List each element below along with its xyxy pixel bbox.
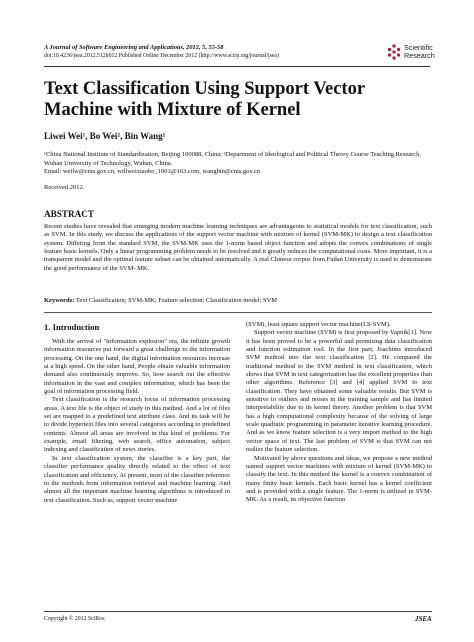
paragraph: In text classification system, the classifier is a key part, the classifier performance quality directly related to the effect of text classification and efficiency. At present, most of the classifier reference to the methods from information retrieval and machine learning. And almost all the important machine learning algorithms is introduced in text classification. Such as, support vector machine bbox=[44, 454, 230, 504]
header-divider bbox=[44, 66, 430, 67]
right-column bbox=[246, 321, 432, 505]
paragraph: With the arrival of "information explosion" era, the infinite growth information resources put forward a great challenge to the information processing. On the one hand, the digital information resources increase at a high speed. On the other hand, People obtain valuable information demand also continuously improve. So, how search out the effective information in the vast and complex information, which has been the goal of information processing field. bbox=[44, 338, 230, 396]
paper-title: Text Classification Using Support Vector Machine with Mixture of Kernel bbox=[44, 79, 365, 120]
keywords-label: Keywords: bbox=[44, 297, 75, 304]
journal-abbreviation: JSEA bbox=[415, 615, 432, 623]
copyright-notice: Copyright © 2012 SciRes. bbox=[44, 616, 106, 622]
paragraph: Text classification is the research focus of information processing areas. A text file is the object of study in this method. And a lot of files set are mapped to a predefined text attribute class. And its task will be to divide hypertext files into several categories according to predefined contents. Almost all areas are involved in this kind of problems. For example, email filtering, web search, office automation, subject indexing and classification of news stories. bbox=[44, 396, 230, 454]
left-column bbox=[44, 338, 230, 505]
paragraph: (SVM), least square support vector machine(LS-SVM). bbox=[246, 321, 391, 328]
affiliation-text: ¹China National Institute of Standardization, Beijing 100088, China; ²Department of Ideological and Political Theory Course Teaching Research, Wuhan University of Technology, Wuhan, China. bbox=[44, 151, 422, 167]
received-date: Received 2012. bbox=[44, 184, 85, 191]
keywords-line bbox=[44, 297, 432, 304]
publisher-logo bbox=[386, 43, 446, 65]
section-heading-introduction: 1. Introduction bbox=[44, 322, 100, 332]
abstract-divider bbox=[44, 312, 432, 313]
keywords-text: Text Classification; SVM-MK; Feature selection; Classification model; SVM bbox=[74, 297, 278, 304]
journal-citation: A Journal of Software Engineering and Applications, 2012, 5, 55-58 bbox=[44, 44, 224, 51]
doi-line: doi:10.4236/jsea.2012.512b012 Published Online December 2012 (http://www.scirp.org/journal/jsea) bbox=[44, 53, 279, 59]
publisher-name: Scientific Research bbox=[404, 43, 435, 60]
affiliations bbox=[44, 151, 436, 177]
publisher-logo-icon bbox=[386, 43, 402, 61]
author-list: Liwei Wei¹, Bo Wei², Bin Wang¹ bbox=[44, 131, 166, 141]
footer-divider bbox=[44, 611, 432, 612]
email-line: Email: weilw@cnis.gov.cn, willweixiaobo_1001@163.com, wangbin@cnis.gov.cn bbox=[44, 168, 261, 176]
abstract-heading: ABSTRACT bbox=[44, 209, 95, 219]
paragraph: Motivated by above questions and ideas, we propose a new method named support vector machines with mixture of kernel (SVM-MK) to classify the text. In this method the kernel is a convex combination of many finity basic kernels. Each basic kernel has a kernel coefficient and is provided with a single feature. The 1-norm is utilized in SVM-MK. As a result, its objective function bbox=[246, 454, 432, 504]
abstract-text: Recent studies have revealed that emerging modern machine learning techniques are advantageous to statistical models for text classification, such as SVM. In this study, we discuss the applications of the support vector machine with mixture of kernel (SVM-MK) to design a text classification system. Differing from the standard SVM, the SVM-MK uses the 1-norm based object function and adopts the convex combinations of single feature basic kernels. Only a linear programming problem needs to be resolved and it greatly reduces the computational costs. More important, it is a transparent model and the optimal feature subset can be obtained automatically. A real Chinese corpus from Fudan University is used to demonstrate the good performance of the SVM- MK. bbox=[44, 223, 432, 272]
paragraph: Support vector machine (SVM) is first proposed by Vapnik[1]. Now it has been proved to be a powerful and promising data classification and function estimation tool. In the first part, Joachims introduced SVM method into the text classification [2]. He compared the traditional method to the SVM method in text classification, which shows that SVM in text categorization has the excellent properties than other algorithms. Reference [3] and [4] applied SVM to text classification. They have obtained some valuable results. But SVM is sensitive to outliers and noises in the training sample and has limited interpretability due to its kernel theory. Another problem is that SVM has a high computational complexity because of the solving of large scale quadratic programming in parameter iterative learning procedure. And as we know feature selection is a very import method to the high vector space of text. The last problem of SVM is that SVM can not realize the feature selection. bbox=[246, 329, 432, 454]
